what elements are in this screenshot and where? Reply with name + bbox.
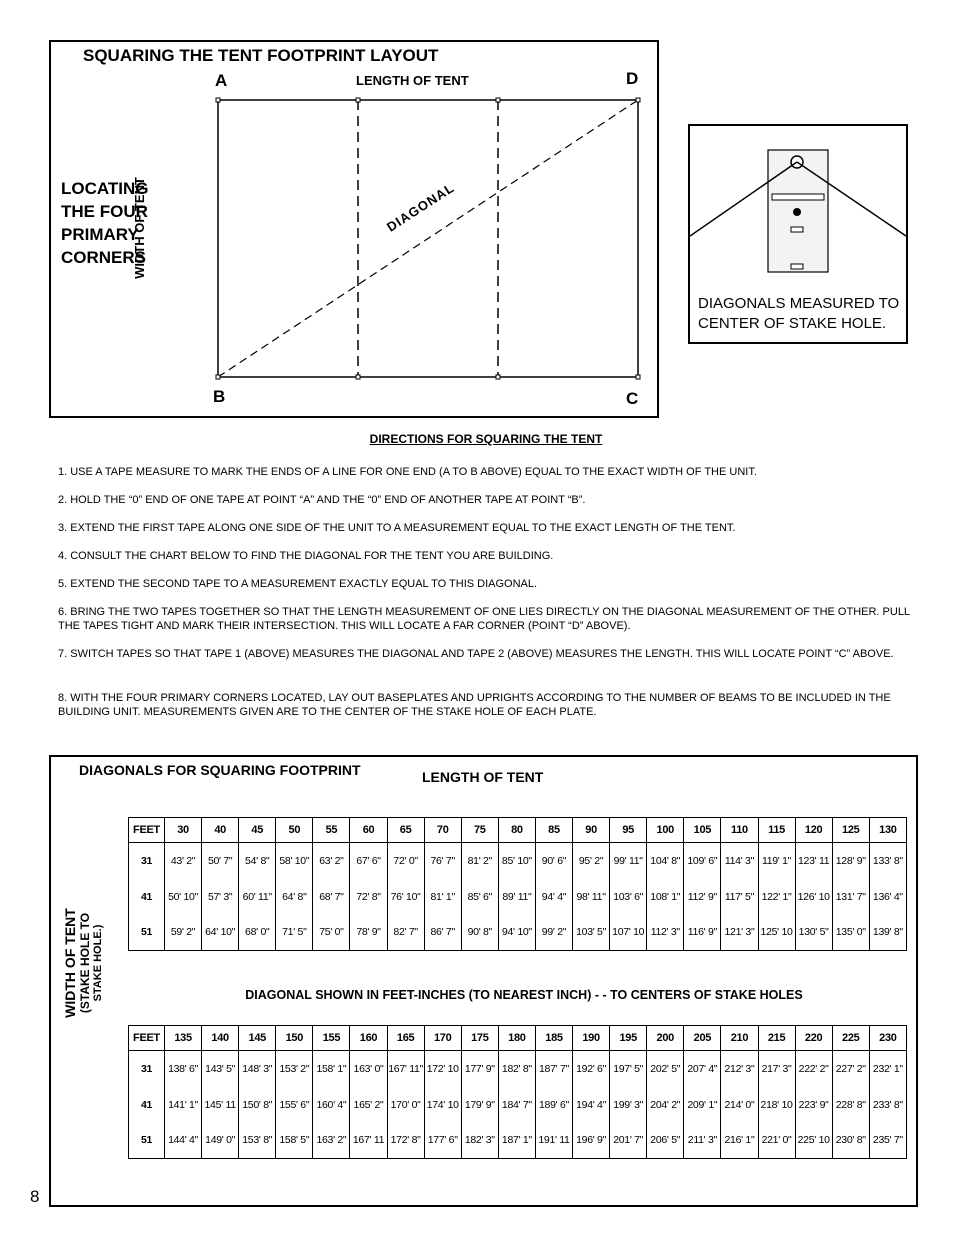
corner-a-label: A	[215, 71, 228, 90]
diagonal-value-cell: 207' 4"	[684, 1051, 721, 1087]
diagonal-value-cell: 182' 3"	[461, 1123, 498, 1159]
direction-step-3: 3. EXTEND THE FIRST TAPE ALONG ONE SIDE OF THE UNIT TO A MEASUREMENT EQUAL TO THE EXACT LENGTH OF THE TENT.	[58, 522, 736, 534]
diagonal-value-cell: 155' 6"	[276, 1087, 313, 1123]
length-header-cell: 50	[276, 818, 313, 843]
diagonal-table-2	[128, 1025, 907, 1159]
diagonal-value-cell: 89' 11"	[498, 879, 535, 915]
length-header-cell: 110	[721, 818, 758, 843]
diagonal-value-cell: 196' 9"	[573, 1123, 610, 1159]
diagonal-value-cell: 117' 5"	[721, 879, 758, 915]
length-header-cell: 80	[498, 818, 535, 843]
diagonal-value-cell: 204' 2"	[647, 1087, 684, 1123]
length-header-cell: 145	[239, 1026, 276, 1051]
table-row	[129, 915, 907, 951]
diagonal-value-cell: 184' 7"	[498, 1087, 535, 1123]
chart-width-labels	[62, 893, 108, 1033]
diagonal-value-cell: 82' 7"	[387, 915, 424, 951]
diagonal-value-cell: 138' 6"	[165, 1051, 202, 1087]
diagonals-chart	[49, 755, 918, 1207]
diagonal-value-cell: 145' 11	[202, 1087, 239, 1123]
diagonal-value-cell: 76' 7"	[424, 843, 461, 879]
diagonal-value-cell: 86' 7"	[424, 915, 461, 951]
diagonal-value-cell: 172' 8"	[387, 1123, 424, 1159]
diagonal-value-cell: 187' 7"	[535, 1051, 572, 1087]
diagonal-value-cell: 174' 10	[424, 1087, 461, 1123]
diagonal-value-cell: 103' 5"	[573, 915, 610, 951]
diagonal-value-cell: 172' 10	[424, 1051, 461, 1087]
inset-caption	[698, 294, 899, 334]
length-header-cell: 45	[239, 818, 276, 843]
diagonal-value-cell: 141' 1"	[165, 1087, 202, 1123]
side-caption-line: PRIMARY	[61, 225, 139, 244]
diagonal-value-cell: 125' 10	[758, 915, 795, 951]
diagonal-value-cell: 50' 7"	[202, 843, 239, 879]
feet-header: FEET	[129, 1026, 165, 1051]
diagonal-value-cell: 130' 5"	[795, 915, 832, 951]
length-header-cell: 200	[647, 1026, 684, 1051]
chart-width-label: WIDTH OF TENT	[62, 908, 78, 1018]
length-header-cell: 185	[535, 1026, 572, 1051]
length-header-cell: 130	[869, 818, 906, 843]
diagonal-value-cell: 211' 3"	[684, 1123, 721, 1159]
width-cell: 41	[129, 879, 165, 915]
direction-step-5: 5. EXTEND THE SECOND TAPE TO A MEASUREMENT EXACTLY EQUAL TO THIS DIAGONAL.	[58, 578, 538, 590]
page-number: 8	[30, 1187, 40, 1206]
inset-caption-line: CENTER OF STAKE HOLE.	[698, 315, 887, 332]
diagonal-value-cell: 126' 10	[795, 879, 832, 915]
diagonal-value-cell: 107' 10	[610, 915, 647, 951]
diagonal-value-cell: 99' 2"	[535, 915, 572, 951]
diagonal-value-cell: 75' 0"	[313, 915, 350, 951]
diagonal-value-cell: 165' 2"	[350, 1087, 387, 1123]
diagonal-value-cell: 131' 7"	[832, 879, 869, 915]
diagonal-value-cell: 119' 1"	[758, 843, 795, 879]
table-row	[129, 1051, 907, 1087]
diagonal-value-cell: 170' 0"	[387, 1087, 424, 1123]
direction-step-1: 1. USE A TAPE MEASURE TO MARK THE ENDS OF A LINE FOR ONE END (A TO B ABOVE) EQUAL TO THE EXACT WIDTH OF THE UNIT.	[58, 466, 757, 478]
diagonal-value-cell: 104' 8"	[647, 843, 684, 879]
diagonal-value-cell: 59' 2"	[165, 915, 202, 951]
feet-header: FEET	[129, 818, 165, 843]
diagonal-value-cell: 232' 1"	[869, 1051, 906, 1087]
table-row	[129, 1087, 907, 1123]
diagonal-value-cell: 158' 1"	[313, 1051, 350, 1087]
diagonal-value-cell: 209' 1"	[684, 1087, 721, 1123]
diagonal-value-cell: 103' 6"	[610, 879, 647, 915]
diagonal-value-cell: 143' 5"	[202, 1051, 239, 1087]
diagonal-value-cell: 67' 6"	[350, 843, 387, 879]
diagonal-value-cell: 94' 10"	[498, 915, 535, 951]
length-header-cell: 155	[313, 1026, 350, 1051]
length-header-cell: 100	[647, 818, 684, 843]
diagonal-value-cell: 228' 8"	[832, 1087, 869, 1123]
diagonal-value-cell: 64' 8"	[276, 879, 313, 915]
diagonal-value-cell: 144' 4"	[165, 1123, 202, 1159]
diagonal-value-cell: 76' 10"	[387, 879, 424, 915]
diagonal-value-cell: 112' 9"	[684, 879, 721, 915]
diagonal-value-cell: 60' 11"	[239, 879, 276, 915]
length-header-cell: 135	[165, 1026, 202, 1051]
length-header-cell: 65	[387, 818, 424, 843]
length-header-cell: 105	[684, 818, 721, 843]
length-header-cell: 190	[573, 1026, 610, 1051]
direction-step-2: 2. HOLD THE “0” END OF ONE TAPE AT POINT “A” AND THE “0” END OF ANOTHER TAPE AT POINT “B”.	[58, 494, 586, 506]
diagonal-value-cell: 112' 3"	[647, 915, 684, 951]
length-header-cell: 30	[165, 818, 202, 843]
length-header-cell: 225	[832, 1026, 869, 1051]
length-header-cell: 40	[202, 818, 239, 843]
diagonal-value-cell: 192' 6"	[573, 1051, 610, 1087]
table-header-row	[129, 1026, 907, 1051]
diagonal-value-cell: 150' 8"	[239, 1087, 276, 1123]
chart-width-sub2: STAKE HOLE.)	[92, 924, 104, 1002]
stake-hole-inset	[688, 124, 908, 344]
diagonal-value-cell: 191' 11	[535, 1123, 572, 1159]
length-header-cell: 205	[684, 1026, 721, 1051]
diagonal-value-cell: 81' 2"	[461, 843, 498, 879]
length-header-cell: 90	[573, 818, 610, 843]
width-cell: 51	[129, 915, 165, 951]
diagonal-value-cell: 212' 3"	[721, 1051, 758, 1087]
diagonal-value-cell: 149' 0"	[202, 1123, 239, 1159]
table-row	[129, 1123, 907, 1159]
chart-width-sub1: (STAKE HOLE TO	[78, 912, 92, 1014]
diagonal-value-cell: 116' 9"	[684, 915, 721, 951]
diagonal-value-cell: 158' 5"	[276, 1123, 313, 1159]
diagonal-value-cell: 202' 5"	[647, 1051, 684, 1087]
diagonal-value-cell: 123' 11	[795, 843, 832, 879]
diagonal-value-cell: 206' 5"	[647, 1123, 684, 1159]
diagonal-value-cell: 68' 0"	[239, 915, 276, 951]
length-header-cell: 55	[313, 818, 350, 843]
chart-middle-note: DIAGONAL SHOWN IN FEET-INCHES (TO NEAREST INCH) - - TO CENTERS OF STAKE HOLES	[245, 988, 803, 1002]
length-header-cell: 175	[461, 1026, 498, 1051]
diagonal-value-cell: 81' 1"	[424, 879, 461, 915]
side-caption-line: CORNERS	[61, 248, 147, 267]
table-header-row	[129, 818, 907, 843]
diagonal-value-cell: 189' 6"	[535, 1087, 572, 1123]
diagonal-value-cell: 197' 5"	[610, 1051, 647, 1087]
width-of-tent-label: WIDTH OF TENT	[132, 177, 147, 279]
diagonal-value-cell: 121' 3"	[721, 915, 758, 951]
diagonal-value-cell: 225' 10	[795, 1123, 832, 1159]
diagonal-value-cell: 85' 6"	[461, 879, 498, 915]
width-cell: 51	[129, 1123, 165, 1159]
length-header-cell: 140	[202, 1026, 239, 1051]
diagonal-value-cell: 108' 1"	[647, 879, 684, 915]
diagonal-value-cell: 163' 2"	[313, 1123, 350, 1159]
diagonal-value-cell: 128' 9"	[832, 843, 869, 879]
diagonal-value-cell: 133' 8"	[869, 843, 906, 879]
diagonal-value-cell: 139' 8"	[869, 915, 906, 951]
length-header-cell: 180	[498, 1026, 535, 1051]
diagonal-value-cell: 136' 4"	[869, 879, 906, 915]
diagonal-value-cell: 78' 9"	[350, 915, 387, 951]
length-of-tent-label: LENGTH OF TENT	[356, 73, 469, 88]
diagonal-value-cell: 194' 4"	[573, 1087, 610, 1123]
length-header-cell: 75	[461, 818, 498, 843]
diagonal-value-cell: 64' 10"	[202, 915, 239, 951]
diagonal-value-cell: 216' 1"	[721, 1123, 758, 1159]
length-header-cell: 160	[350, 1026, 387, 1051]
length-header-cell: 195	[610, 1026, 647, 1051]
length-header-cell: 165	[387, 1026, 424, 1051]
diagonal-value-cell: 58' 10"	[276, 843, 313, 879]
diagonal-value-cell: 217' 3"	[758, 1051, 795, 1087]
corner-c-label: C	[626, 389, 639, 408]
diagonal-value-cell: 221' 0"	[758, 1123, 795, 1159]
diagonal-table-1	[128, 817, 907, 951]
length-header-cell: 210	[721, 1026, 758, 1051]
diagonal-value-cell: 50' 10"	[165, 879, 202, 915]
diagonal-value-cell: 99' 11"	[610, 843, 647, 879]
side-caption-line: THE FOUR	[61, 202, 148, 221]
diagonal-value-cell: 122' 1"	[758, 879, 795, 915]
diagonal-value-cell: 230' 8"	[832, 1123, 869, 1159]
length-header-cell: 215	[758, 1026, 795, 1051]
side-caption-line: LOCATING	[61, 179, 149, 198]
length-header-cell: 70	[424, 818, 461, 843]
direction-step-4: 4. CONSULT THE CHART BELOW TO FIND THE DIAGONAL FOR THE TENT YOU ARE BUILDING.	[58, 550, 554, 562]
diagonal-value-cell: 68' 7"	[313, 879, 350, 915]
diagonal-value-cell: 227' 2"	[832, 1051, 869, 1087]
diagonal-value-cell: 222' 2"	[795, 1051, 832, 1087]
table-row	[129, 879, 907, 915]
chart-title: DIAGONALS FOR SQUARING FOOTPRINT	[79, 762, 361, 778]
direction-step-6: 6. BRING THE TWO TAPES TOGETHER SO THAT THE LENGTH MEASUREMENT OF ONE LIES DIRECTLY ON THE DIAGONAL MEASUREMENT OF THE OTHER. PULL THE TAPES TIGHT AND MARK THEIR INTERSECTION. THIS WILL LOCATE A FAR CORNER (POINT “D” ABOVE).	[58, 606, 910, 632]
diagonal-value-cell: 182' 8"	[498, 1051, 535, 1087]
diagonal-value-cell: 43' 2"	[165, 843, 202, 879]
diagonal-value-cell: 160' 4"	[313, 1087, 350, 1123]
diagram-title: SQUARING THE TENT FOOTPRINT LAYOUT	[83, 46, 439, 65]
diagonal-value-cell: 177' 9"	[461, 1051, 498, 1087]
diagonal-label: DIAGONAL	[384, 179, 458, 235]
diagonal-value-cell: 153' 8"	[239, 1123, 276, 1159]
width-cell: 31	[129, 1051, 165, 1087]
diagonal-value-cell: 233' 8"	[869, 1087, 906, 1123]
table-row	[129, 843, 907, 879]
diagonal-value-cell: 85' 10"	[498, 843, 535, 879]
diagonal-value-cell: 90' 8"	[461, 915, 498, 951]
length-header-cell: 170	[424, 1026, 461, 1051]
diagonal-value-cell: 223' 9"	[795, 1087, 832, 1123]
diagonal-value-cell: 153' 2"	[276, 1051, 313, 1087]
diagonal-value-cell: 167' 11"	[387, 1051, 424, 1087]
length-header-cell: 220	[795, 1026, 832, 1051]
diagonal-value-cell: 72' 0"	[387, 843, 424, 879]
corner-b-label: B	[213, 387, 226, 406]
length-header-cell: 150	[276, 1026, 313, 1051]
diagonal-value-cell: 98' 11"	[573, 879, 610, 915]
diagonal-value-cell: 54' 8"	[239, 843, 276, 879]
length-header-cell: 115	[758, 818, 795, 843]
directions-title: DIRECTIONS FOR SQUARING THE TENT	[369, 432, 603, 446]
length-header-cell: 125	[832, 818, 869, 843]
diagonal-value-cell: 179' 9"	[461, 1087, 498, 1123]
length-header-cell: 120	[795, 818, 832, 843]
diagonal-value-cell: 109' 6"	[684, 843, 721, 879]
diagonal-value-cell: 167' 11	[350, 1123, 387, 1159]
diagonal-value-cell: 90' 6"	[535, 843, 572, 879]
length-header-cell: 95	[610, 818, 647, 843]
diagonal-value-cell: 163' 0"	[350, 1051, 387, 1087]
diagonal-value-cell: 72' 8"	[350, 879, 387, 915]
length-header-cell: 60	[350, 818, 387, 843]
diagonal-value-cell: 199' 3"	[610, 1087, 647, 1123]
diagonal-value-cell: 201' 7"	[610, 1123, 647, 1159]
diagonal-value-cell: 214' 0"	[721, 1087, 758, 1123]
diagonal-value-cell: 94' 4"	[535, 879, 572, 915]
diagonal-value-cell: 148' 3"	[239, 1051, 276, 1087]
diagonal-value-cell: 71' 5"	[276, 915, 313, 951]
diagonal-value-cell: 95' 2"	[573, 843, 610, 879]
diagonal-value-cell: 187' 1"	[498, 1123, 535, 1159]
diagonal-value-cell: 114' 3"	[721, 843, 758, 879]
corner-d-label: D	[626, 69, 639, 88]
direction-step-8: 8. WITH THE FOUR PRIMARY CORNERS LOCATED, LAY OUT BASEPLATES AND UPRIGHTS ACCORDING TO THE NUMBER OF BEAMS TO BE INCLUDED IN THE BUILDING UNIT. MEASUREMENTS GIVEN ARE TO THE CENTER OF THE STAKE HOLE OF EACH PLATE.	[58, 692, 891, 718]
inset-caption-line: DIAGONALS MEASURED TO	[698, 295, 900, 312]
diagonal-value-cell: 135' 0"	[832, 915, 869, 951]
chart-length-label: LENGTH OF TENT	[422, 769, 544, 785]
length-header-cell: 85	[535, 818, 572, 843]
footprint-rectangle-drawing	[51, 42, 657, 416]
diagonal-value-cell: 218' 10	[758, 1087, 795, 1123]
diagonal-value-cell: 177' 6"	[424, 1123, 461, 1159]
diagonal-value-cell: 57' 3"	[202, 879, 239, 915]
diagonal-value-cell: 63' 2"	[313, 843, 350, 879]
diagonal-value-cell: 235' 7"	[869, 1123, 906, 1159]
length-header-cell: 230	[869, 1026, 906, 1051]
footprint-diagram	[49, 40, 659, 418]
direction-step-7: 7. SWITCH TAPES SO THAT TAPE 1 (ABOVE) MEASURES THE DIAGONAL AND TAPE 2 (ABOVE) MEASURES THE LENGTH. THIS WILL LOCATE POINT “C” ABOVE.	[58, 648, 894, 660]
width-cell: 31	[129, 843, 165, 879]
width-cell: 41	[129, 1087, 165, 1123]
